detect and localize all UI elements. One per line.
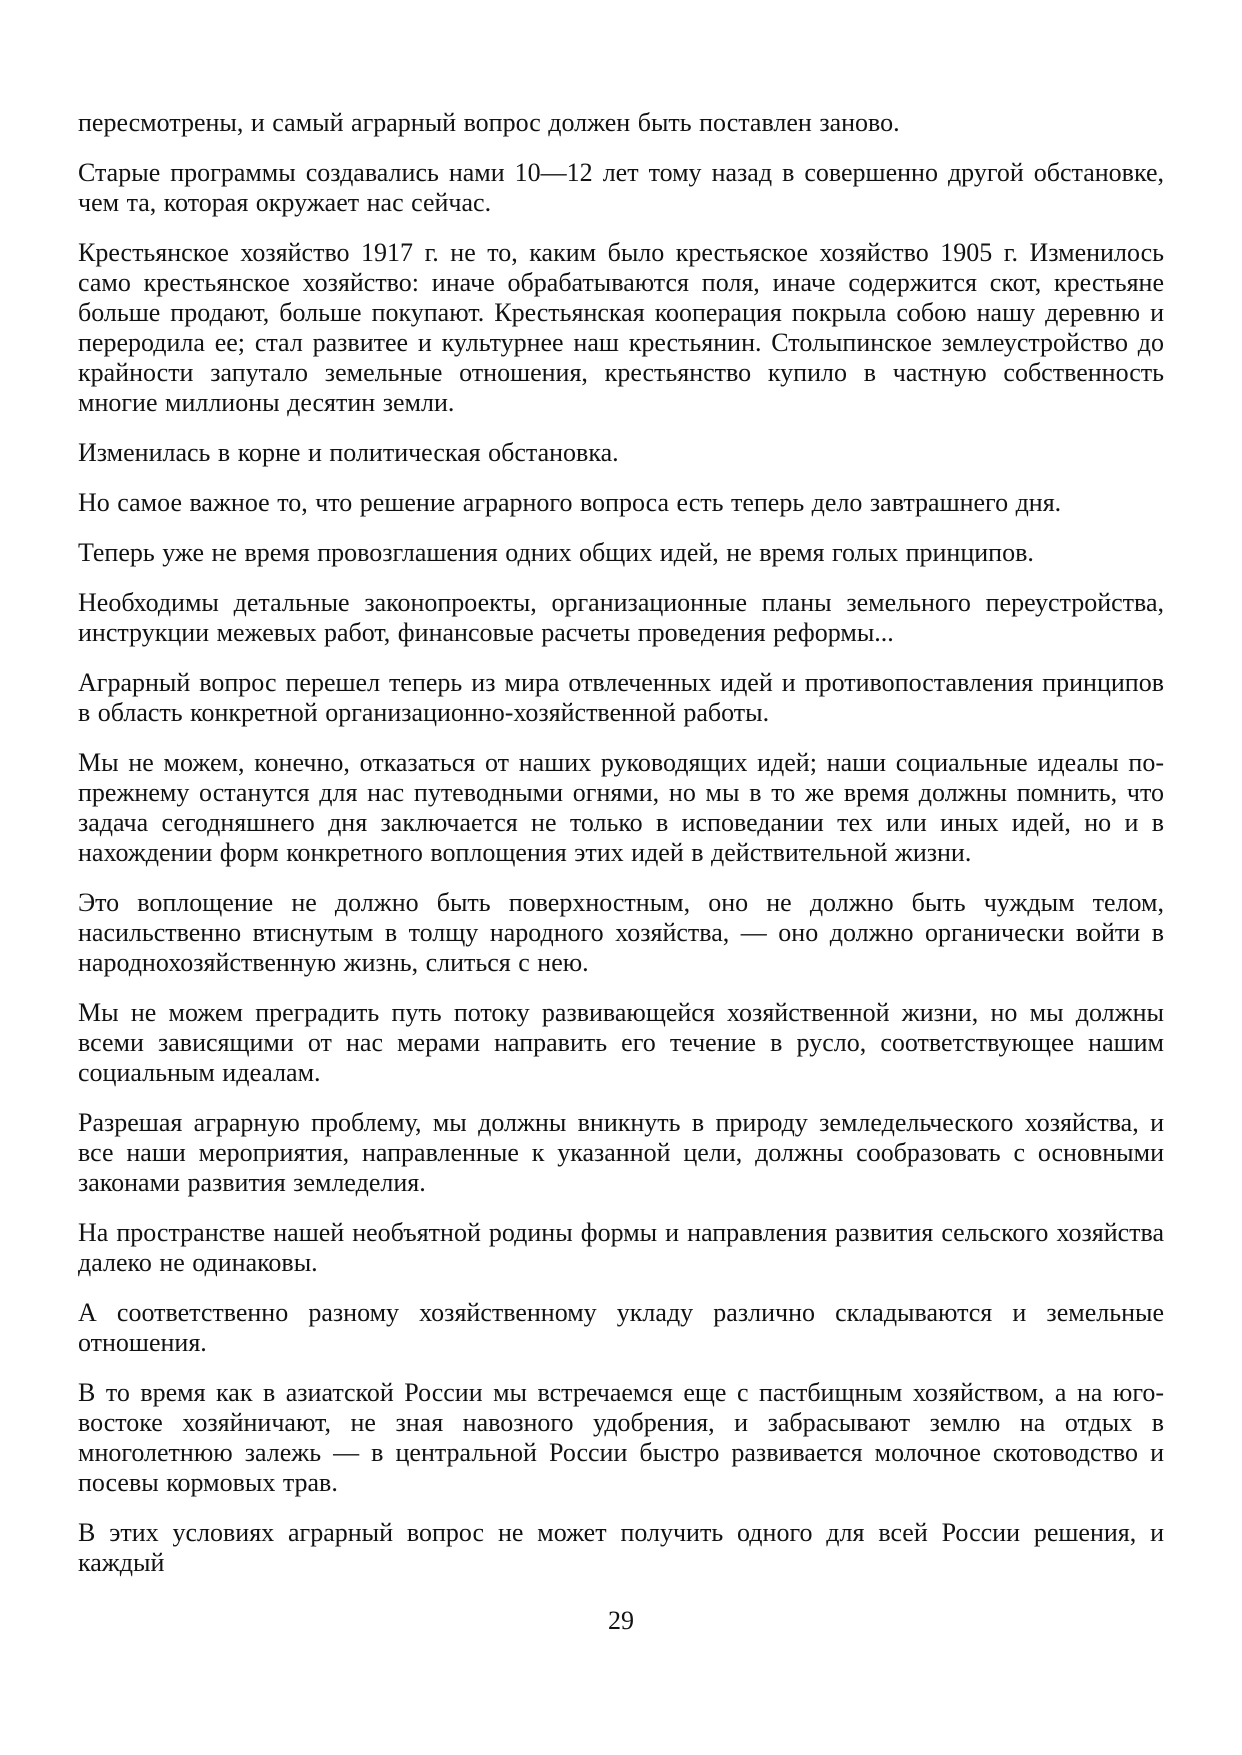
paragraph: Крестьянское хозяйство 1917 г. не то, каким было крестьяское хозяйство 1905 г. Изменилось само крестьянское хозяйство: иначе обрабатываются поля, иначе содержится скот, крестьяне больше продают, больше покупают. Крестьянская кооперация покрыла собою нашу деревню и переродила ее; стал развитее и культурнее наш крестьянин. Столыпинское землеустройство до крайности запутало земельные отношения, крестьянство купило в частную собственность многие миллионы десятин земли. <box>78 238 1164 417</box>
page-number: 29 <box>608 1606 634 1635</box>
paragraph: Мы не можем преградить путь потоку развивающейся хозяйственной жизни, но мы должны всеми зависящими от нас мерами направить его течение в русло, соответствующее нашим социальным идеалам. <box>78 998 1164 1087</box>
text-block <box>78 108 1164 1578</box>
paragraph: Мы не можем, конечно, отказаться от наших руководящих идей; наши социальные идеалы по-прежнему останутся для нас путеводными огнями, но мы в то же время должны помнить, что задача сегодняшнего дня заключается не только в исповедании тех или иных идей, но и в нахождении форм конкретного воплощения этих идей в действительной жизни. <box>78 748 1164 867</box>
paragraph: Это воплощение не должно быть поверхностным, оно не должно быть чуждым телом, насильственно втиснутым в толщу народного хозяйства, — оно должно органически войти в народнохозяйственную жизнь, слиться с нею. <box>78 888 1164 977</box>
paragraph: В то время как в азиатской России мы встречаемся еще с пастбищным хозяйством, а на юго-востоке хозяйничают, не зная навозного удобрения, и забрасывают землю на отдых в многолетнюю залежь — в центральной России быстро развивается молочное скотоводство и посевы кормовых трав. <box>78 1378 1164 1497</box>
paragraph: В этих условиях аграрный вопрос не может получить одного для всей России решения, и каждый <box>78 1518 1164 1577</box>
paragraph: Теперь уже не время провозглашения одних общих идей, не время голых принципов. <box>78 538 1034 567</box>
paragraph: Изменилась в корне и политическая обстановка. <box>78 438 619 467</box>
paragraph: Аграрный вопрос перешел теперь из мира отвлеченных идей и противопоставления принципов в область конкретной организационно-хозяйственной работы. <box>78 668 1164 727</box>
paragraph: На пространстве нашей необъятной родины формы и направления развития сельского хозяйства далеко не одинаковы. <box>78 1218 1164 1277</box>
paragraph: Необходимы детальные законопроекты, организационные планы земельного переустройства, инструкции межевых работ, финансовые расчеты проведения реформы... <box>78 588 1164 647</box>
paragraph: пересмотрены, и самый аграрный вопрос должен быть поставлен заново. <box>78 108 900 137</box>
paragraph: Разрешая аграрную проблему, мы должны вникнуть в природу земледельческого хозяйства, и все наши мероприятия, направленные к указанной цели, должны сообразовать с основными законами развития земледелия. <box>78 1108 1164 1197</box>
paragraph: Но самое важное то, что решение аграрного вопроса есть теперь дело завтрашнего дня. <box>78 488 1062 517</box>
paragraph: А соответственно разному хозяйственному укладу различно складываются и земельные отношения. <box>78 1298 1164 1357</box>
paragraph: Старые программы создавались нами 10—12 лет тому назад в совершенно другой обстановке, чем та, которая окружает нас сейчас. <box>78 158 1164 217</box>
